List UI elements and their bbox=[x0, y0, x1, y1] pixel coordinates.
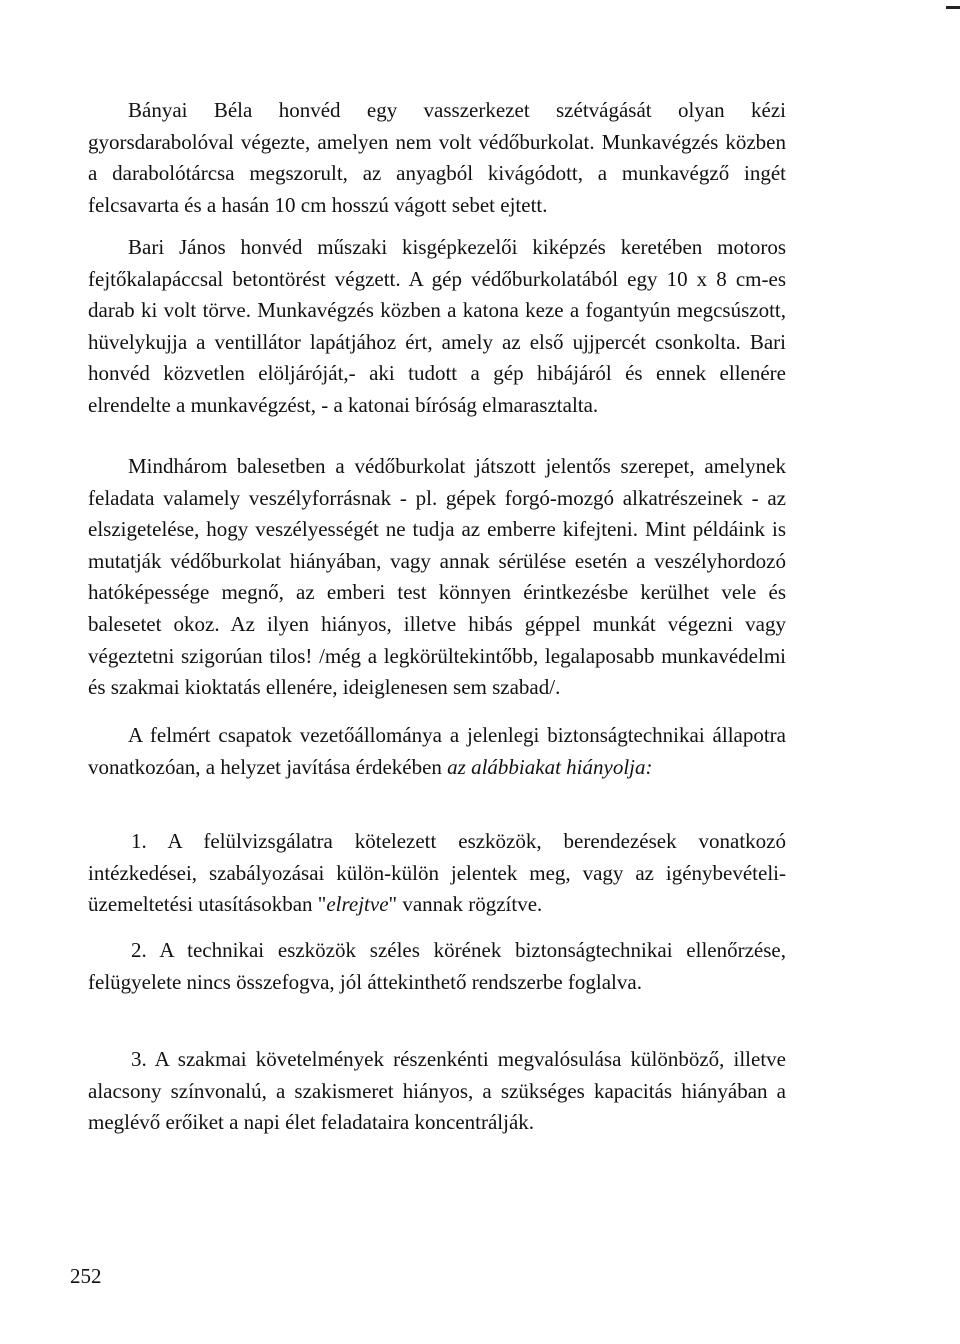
paragraph-1: Bányai Béla honvéd egy vasszerkezet szétvágását olyan kézi gyorsdarabolóval végezte, amelyen nem volt védőburkolat. Munkavégzés közben a darabolótárcsa megszorult, az anyagból kivágódott, a munkavégző ingét felcsavarta és a hasán 10 cm hosszú vágott sebet ejtett. bbox=[88, 98, 786, 217]
paragraph-4-italic-text: az alábbiakat hiányolja: bbox=[447, 754, 653, 779]
paragraph-3: Mindhárom balesetben a védőburkolat játszott jelentős szerepet, amelynek feladata valamely veszélyforrásnak - pl. gépek forgó-mozgó alkatrészeinek - az elszigetelése, hogy veszélyességét ne tudja az emberre kifejteni. Mint példáink is mutatják védőburkolat hiányában, vagy annak sérülése esetén a veszélyhordozó hatóképessége megnő, az emberi test könnyen érintkezésbe kerülhet vele és balesetet okoz. Az ilyen hiányos, illetve hibás géppel munkát végezni vagy végeztetni szigorúan tilos! /még a legkörültekintőbb, legalaposabb munkavédelmi és szakmai kioktatás ellenére, ideiglenesen sem szabad/. bbox=[88, 454, 786, 700]
list-item-1-text: 1. A felülvizsgálatra kötelezett eszközök, berendezések vonatkozó intézkedései, szabályozásai külön-külön jelentek meg, vagy az igénybevételi-üzemeltetési utasításokban " bbox=[88, 829, 786, 917]
page-number: 252 bbox=[70, 1264, 102, 1288]
paragraph-2: Bari János honvéd műszaki kisgépkezelői kiképzés keretében motoros fejtőkalapáccsal betontörést végzett. A gép védőburkolatából egy 10 x 8 cm-es darab ki volt törve. Munkavégzés közben a katona keze a fogantyún megcsúszott, hüvelykujja a ventillátor lapátjához ért, amely az első ujjpercét csonkolta. Bari honvéd közvetlen elöljáróját,- aki tudott a gép hibájáról és ennek ellenére elrendelte a munkavégzést, - a katonai bíróság elmarasztalta. bbox=[88, 235, 786, 417]
paragraph-4 bbox=[88, 720, 786, 783]
list-item-1-text-end: " vannak rögzítve. bbox=[388, 892, 543, 917]
list-item-1-italic-text: elrejtve bbox=[326, 892, 389, 917]
paragraph-4-text: A felmért csapatok vezetőállománya a jelenlegi biztonságtechnikai állapotra vonatkozóan, a helyzet javítása érdekében bbox=[88, 723, 786, 779]
scan-edge-mark bbox=[946, 6, 960, 9]
list-item-2: 2. A technikai eszközök széles körének biztonságtechnikai ellenőrzése, felügyelete nincs összefogva, jól áttekinthető rendszerbe foglalva. bbox=[88, 938, 786, 994]
list-item-1 bbox=[88, 826, 786, 921]
list-item-3: 3. A szakmai követelmények részenkénti megvalósulása különböző, illetve alacsony színvonalú, a szakismeret hiányos, a szükséges kapacitás hiányában a meglévő erőiket a napi élet feladataira koncentrálják. bbox=[88, 1047, 786, 1135]
